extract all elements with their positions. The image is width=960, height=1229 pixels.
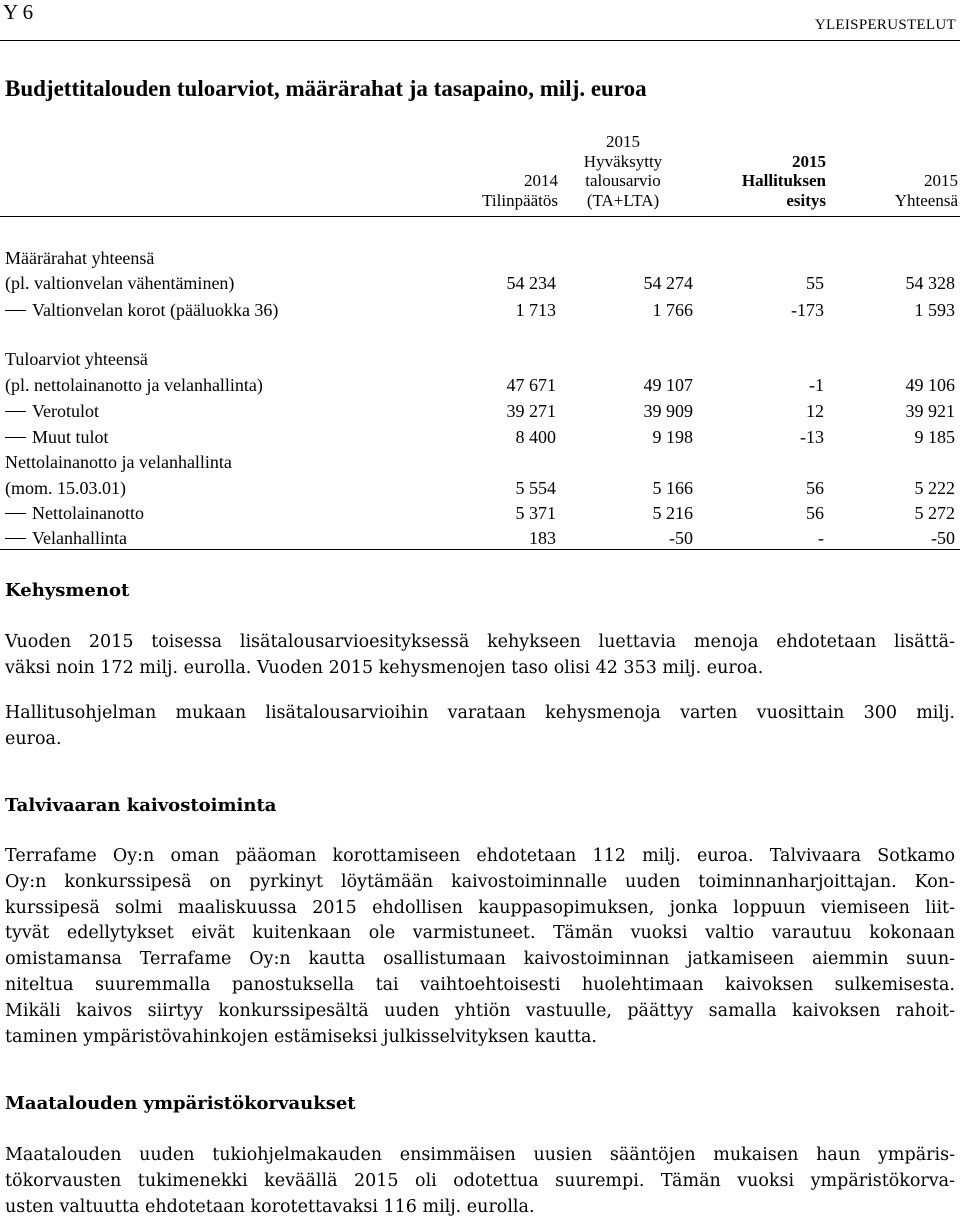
paragraph-line: Terrafame Oy:n oman pääoman korottamiseen ehdotetaan 112 milj. euroa. Talvivaara Sotkamo xyxy=(5,846,955,866)
table-cell: 54 328 xyxy=(905,273,955,293)
table-cell: 5 371 xyxy=(515,503,556,523)
paragraph-line: tyvät edellytykset eivät kuitenkaan ole varmistuneet. Tämän vuoksi valtio varautuu kokonaan xyxy=(5,923,955,944)
table-cell: 5 222 xyxy=(914,478,955,498)
table-cell: -50 xyxy=(931,528,955,548)
row-label-text: Valtionvelan korot (pääluokka 36) xyxy=(32,300,279,320)
table-cell: 5 272 xyxy=(914,503,955,523)
paragraph-line: tökorvausten tukimenekki keväällä 2015 oli odotettua suurempi. Tämän vuoksi ympäristökorva- xyxy=(5,1170,955,1191)
table-cell: 5 554 xyxy=(515,478,556,498)
table-cell: 5 216 xyxy=(652,503,693,523)
row-label-text: Verotulot xyxy=(32,401,99,421)
row-label-text: Muut tulot xyxy=(32,427,109,447)
column-header-line: 2014 xyxy=(524,171,558,190)
row-label-text: (pl. valtionvelan vähentäminen) xyxy=(5,273,235,293)
column-header-line: esitys xyxy=(786,190,826,210)
paragraph-line: Vuoden 2015 toisessa lisätalousarvioesityksessä kehykseen luettavia menoja ehdotetaan lisättä- xyxy=(5,632,955,652)
column-header-line: talousarvio xyxy=(585,171,661,190)
row-label xyxy=(5,349,148,370)
table-cell: 183 xyxy=(529,528,556,548)
paragraph-line: kurssipesä solmi maaliskuussa 2015 ehdollisen kauppasopimuksen, jonka loppuun viemiseen liit- xyxy=(5,897,955,918)
row-label xyxy=(5,248,154,269)
column-header-line: 2015 xyxy=(792,151,826,171)
row-label xyxy=(5,375,263,396)
column-header-line: Hyväksytty xyxy=(583,151,663,171)
page-label: Y 6 xyxy=(3,0,34,24)
table-cell: 49 107 xyxy=(643,375,693,395)
column-header-line: Hallituksen xyxy=(741,171,826,190)
table-cell: 56 xyxy=(806,478,824,498)
paragraph-line: Maatalouden uuden tukiohjelmakauden ensimmäisen uusien sääntöjen mukaisen haun ympäris- xyxy=(5,1145,955,1165)
column-header-1 xyxy=(553,132,693,210)
header-rule xyxy=(0,40,960,41)
indent-dash xyxy=(5,411,26,412)
row-label-text: (mom. 15.03.01) xyxy=(5,478,126,498)
table-cell: 9 185 xyxy=(914,427,955,447)
table-cell: 9 198 xyxy=(652,427,693,447)
table-cell: 54 274 xyxy=(643,273,693,293)
row-label-text: Tuloarviot yhteensä xyxy=(5,349,148,369)
table-cell: 56 xyxy=(806,503,824,523)
table-cell: 49 106 xyxy=(905,375,955,395)
paragraph-line: Oy:n konkurssipesä on pyrkinyt löytämään kaivostoiminnalle uuden toiminnanharjoittajan. Kon- xyxy=(5,871,955,892)
indent-dash xyxy=(5,513,26,514)
paragraph-line: Hallitusohjelman mukaan lisätalousarvioihin varataan kehysmenoja varten vuosittain 300 milj. xyxy=(5,703,955,723)
table-row xyxy=(5,401,958,426)
paragraph-line: omistamansa Terrafame Oy:n kautta osallistumaan kaivostoiminnan jatkamiseen aiemmin suun- xyxy=(5,949,955,970)
table-cell: 1 713 xyxy=(515,300,556,320)
paragraph-line: usten valtuutta ehdotetaan korotettavaksi 116 milj. eurolla. xyxy=(5,1196,535,1217)
column-header-line: Yhteensä xyxy=(894,190,958,210)
page-title: Budjettitalouden tuloarviot, määrärahat ja tasapaino, milj. euroa xyxy=(5,76,647,101)
table-cell: 5 166 xyxy=(652,478,693,498)
table-row xyxy=(5,478,958,503)
table-cell: 8 400 xyxy=(515,427,556,447)
column-header-line: Tilinpäätös xyxy=(482,190,558,210)
paragraph xyxy=(5,630,955,682)
row-label-text: Nettolainanotto xyxy=(32,503,144,523)
table-cell: 39 271 xyxy=(506,401,556,421)
table-cell: 12 xyxy=(806,401,824,421)
indent-dash xyxy=(5,538,26,539)
table-row xyxy=(5,300,958,325)
row-label xyxy=(5,528,127,549)
table-cell: 39 909 xyxy=(643,401,693,421)
row-label xyxy=(5,300,278,321)
table-cell: 55 xyxy=(806,273,824,293)
section-heading: Kehysmenot xyxy=(5,580,130,601)
table-cell: 39 921 xyxy=(905,401,955,421)
indent-dash xyxy=(5,437,26,438)
row-label xyxy=(5,273,234,294)
column-header-line: 2015 xyxy=(606,132,640,151)
row-label-text: Määrärahat yhteensä xyxy=(5,248,155,268)
table-cell: 47 671 xyxy=(506,375,556,395)
table-cell: -173 xyxy=(791,300,824,320)
table-cell: 54 234 xyxy=(506,273,556,293)
table-row xyxy=(5,503,958,528)
paragraph-line: taminen ympäristövahinkojen estämiseksi julkisselvityksen kautta. xyxy=(5,1026,597,1047)
paragraph-line: euroa. xyxy=(5,728,62,749)
section-label: YLEISPERUSTELUT xyxy=(814,17,956,33)
paragraph-line: niteltua suuremmalla panostuksella tai vaihtoehtoisesti huolehtimaan kaivoksen sulkemisesta. xyxy=(5,974,955,995)
table-bottom-rule xyxy=(0,549,960,550)
table-cell: -50 xyxy=(669,528,693,548)
paragraph xyxy=(5,701,955,753)
table-cell: 1 593 xyxy=(914,300,955,320)
column-header-0 xyxy=(418,171,558,210)
row-label xyxy=(5,503,144,524)
table-row xyxy=(5,349,958,374)
table-row xyxy=(5,452,958,477)
paragraph xyxy=(5,1143,955,1220)
column-header-3 xyxy=(818,171,958,210)
table-row xyxy=(5,375,958,400)
column-header-line: 2015 xyxy=(924,171,958,190)
paragraph-line: Mikäli kaivos siirtyy konkurssipesältä uuden yhtiön vastuulle, päättyy samalla kaivoksen rahoit- xyxy=(5,1000,955,1021)
table-cell: 1 766 xyxy=(652,300,693,320)
row-label xyxy=(5,478,126,499)
section-heading: Maatalouden ympäristökorvaukset xyxy=(5,1093,356,1114)
row-label xyxy=(5,401,99,422)
paragraph xyxy=(5,844,955,1050)
table-cell: -1 xyxy=(809,375,824,395)
row-label-text: (pl. nettolainanotto ja velanhallinta) xyxy=(5,375,263,395)
section-heading: Talvivaaran kaivostoiminta xyxy=(5,795,277,816)
table-row xyxy=(5,427,958,452)
table-row xyxy=(5,248,958,273)
table-row xyxy=(5,273,958,298)
table-cell: - xyxy=(818,528,824,548)
column-header-2 xyxy=(686,152,826,211)
row-label-text: Velanhallinta xyxy=(32,528,127,548)
row-label-text: Nettolainanotto ja velanhallinta xyxy=(5,452,232,472)
paragraph-line: väksi noin 172 milj. eurolla. Vuoden 2015 kehysmenojen taso olisi 42 353 milj. euroa. xyxy=(5,657,764,678)
row-label xyxy=(5,452,232,473)
row-label xyxy=(5,427,109,448)
column-header-line: (TA+LTA) xyxy=(586,190,660,210)
table-header-rule xyxy=(0,216,960,217)
table-cell: -13 xyxy=(800,427,824,447)
indent-dash xyxy=(5,310,26,311)
